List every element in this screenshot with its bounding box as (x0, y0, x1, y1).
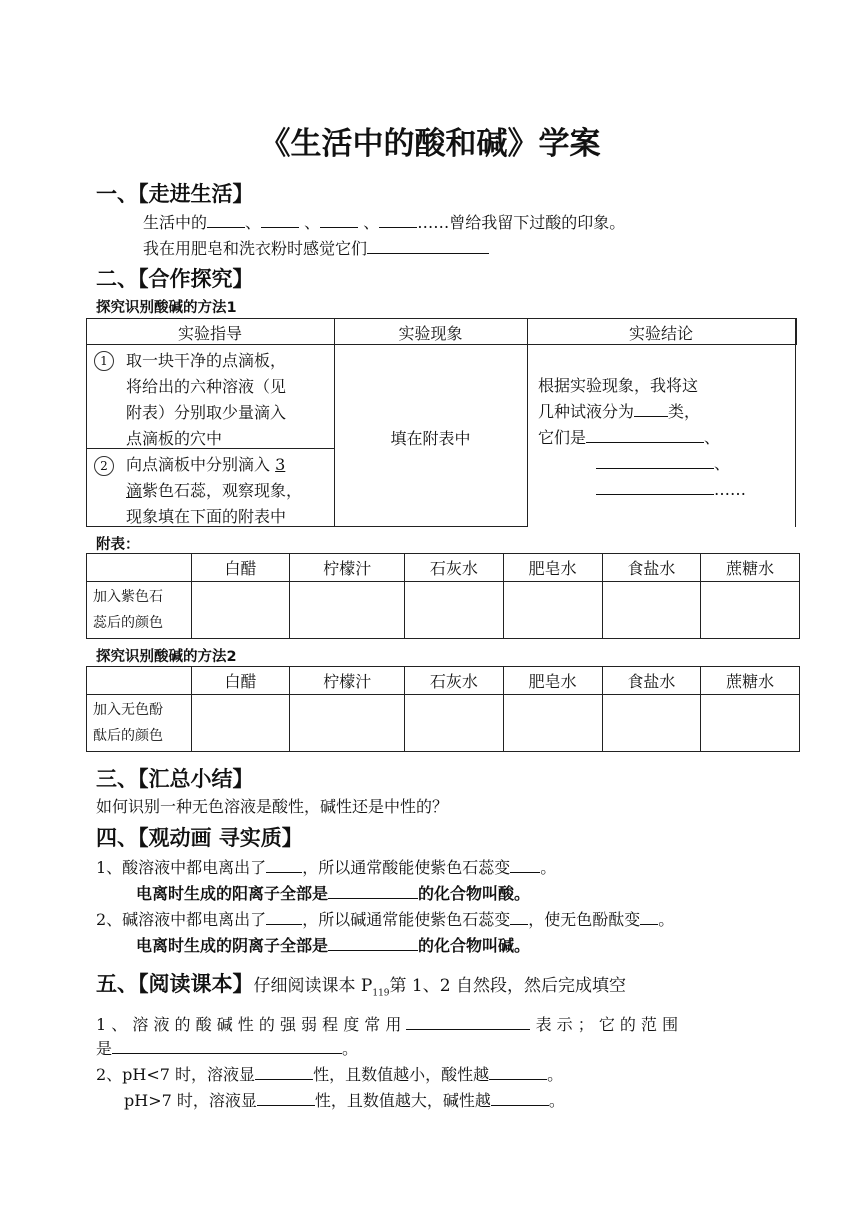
blank (320, 211, 358, 228)
blank (510, 856, 540, 873)
s5-text: 是 (96, 1039, 113, 1058)
answer-cell[interactable] (290, 695, 405, 752)
step-text-line (126, 452, 302, 478)
conclusion-text-part: 几种试液分为 (538, 402, 635, 421)
conclusion-line (538, 477, 746, 503)
blank (634, 400, 668, 417)
row-label-line: 加入无色酚 (93, 702, 163, 718)
blank (367, 237, 489, 254)
step-text: 3 (275, 455, 286, 474)
step-2-text (126, 452, 302, 530)
table-header-cell: 肥皂水 (503, 554, 602, 582)
blank (640, 908, 658, 925)
step-text-line: 取一块干净的点滴板， (126, 351, 287, 370)
answer-cell[interactable] (191, 695, 290, 752)
row-label-line: 蕊后的颜色 (93, 615, 163, 631)
s5-intro (253, 976, 626, 999)
s1-text: 、 (304, 213, 321, 232)
section-3-heading: 三、【汇总小结】 (96, 767, 254, 791)
table-corner-cell (87, 554, 192, 582)
section-5-heading: 五、【阅读课本】 (96, 972, 254, 996)
table-row (87, 554, 800, 582)
blank (596, 452, 714, 469)
table-corner-cell (87, 667, 192, 695)
step-text: 紫色石蕊，观察现象， (142, 481, 303, 500)
step-text-line: 现象填在下面的附表中 (126, 507, 287, 526)
blank (328, 882, 418, 899)
step-text-line: 将给出的六种溶液（见 (126, 377, 287, 396)
s5-text: pH>7 时，溶液显 (124, 1091, 257, 1110)
section-2-heading: 二、【合作探究】 (96, 267, 254, 291)
table-header-cell: 石灰水 (405, 554, 504, 582)
s5-text: 仔细阅读课本 P (253, 976, 373, 996)
s1-line-1 (143, 210, 625, 233)
appendix-label: 附表： (96, 537, 140, 553)
conclusion-text-part: …… (714, 480, 746, 499)
table-header-cell: 食盐水 (602, 667, 701, 695)
answer-cell[interactable] (503, 695, 602, 752)
s1-text: ……曾给我留下过酸的印象。 (417, 213, 626, 232)
s1-text: 生活中的 (143, 213, 208, 232)
s3-question: 如何识别一种无色溶液是酸性，碱性还是中性的？ (96, 797, 449, 816)
col-header-guide: 实验指导 (177, 324, 242, 343)
row-label-cell (87, 695, 192, 752)
table-header-cell: 柠檬汁 (290, 667, 405, 695)
s1-line-2 (143, 236, 489, 259)
s5-text: 。 (342, 1039, 359, 1058)
s5-line-3 (96, 1062, 563, 1085)
s4-text: ，所以碱通常能使紫色石蕊变 (302, 910, 511, 929)
blank (489, 1063, 547, 1080)
table-header-cell: 食盐水 (602, 554, 701, 582)
blank (266, 908, 302, 925)
table-row (87, 582, 800, 639)
blank (510, 908, 528, 925)
blank (586, 426, 704, 443)
conclusion-text-part: 它们是 (538, 428, 587, 447)
row-label-line: 酞后的颜色 (93, 728, 163, 744)
answer-cell[interactable] (405, 695, 504, 752)
table-header-cell: 柠檬汁 (290, 554, 405, 582)
blank (255, 1063, 313, 1080)
method-2-label: 探究识别酸碱的方法2 (96, 649, 237, 665)
blank (257, 1089, 315, 1106)
step-text-line: 点滴板的穴中 (126, 429, 223, 448)
step-text: 向点滴板中分别滴入 (126, 455, 271, 474)
answer-cell[interactable] (602, 695, 701, 752)
answer-cell[interactable] (503, 582, 602, 639)
answer-cell[interactable] (701, 695, 800, 752)
col-header-conclusion: 实验结论 (628, 324, 693, 343)
answer-cell[interactable] (191, 582, 290, 639)
s4-text: 。 (540, 858, 557, 877)
s5-line-1 (96, 1012, 678, 1035)
s4-line-2 (136, 881, 530, 904)
answer-cell[interactable] (290, 582, 405, 639)
table-header-cell: 肥皂水 (503, 667, 602, 695)
phenomenon-text: 填在附表中 (390, 429, 471, 448)
s5-text: 性，且数值越小，酸性越 (313, 1065, 490, 1084)
phenolphthalein-table (86, 666, 800, 752)
s5-text: 第 1、2 自然段，然后完成填空 (389, 976, 626, 996)
page-title: 《生活中的酸和碱》学案 (259, 126, 601, 162)
section-1-heading: 一、【走进生活】 (96, 182, 254, 206)
conclusion-line (538, 399, 746, 425)
step-text-line (126, 478, 302, 504)
circle-number: 1 (94, 351, 114, 371)
answer-cell[interactable] (701, 582, 800, 639)
step-text-line: 附表）分别取少量滴入 (126, 403, 287, 422)
row-label-line: 加入紫色石 (93, 589, 163, 605)
table-row (87, 667, 800, 695)
blank (266, 856, 302, 873)
s4-text: 。 (658, 910, 675, 929)
circle-number: 2 (94, 456, 114, 476)
litmus-table (86, 553, 800, 639)
page-subscript: 119 (372, 988, 390, 999)
row-label-cell (87, 582, 192, 639)
s5-line-4 (124, 1088, 565, 1111)
s5-text: 2、pH<7 时，溶液显 (96, 1065, 256, 1084)
conclusion-text-part: 、 (704, 428, 721, 447)
table-row (87, 695, 800, 752)
blank (406, 1013, 530, 1030)
conclusion-line (538, 451, 746, 477)
conclusion-text-part: 、 (714, 454, 731, 473)
blank (328, 934, 418, 951)
table-header-cell: 石灰水 (405, 667, 504, 695)
s4-text: 1、酸溶液中都电离出了 (96, 858, 267, 877)
s4-text: 2、碱溶液中都电离出了 (96, 910, 267, 929)
section-5-header (96, 968, 626, 998)
s1-text: 、 (245, 213, 262, 232)
step-1-text (126, 348, 286, 452)
table-header-cell: 蔗糖水 (701, 667, 800, 695)
s4-text: 的化合物叫碱。 (418, 936, 531, 955)
table-header-cell: 白醋 (191, 667, 290, 695)
blank (207, 211, 245, 228)
blank (112, 1037, 342, 1054)
method-1-label: 探究识别酸碱的方法1 (96, 300, 237, 316)
s4-text: 电离时生成的阳离子全部是 (136, 884, 329, 903)
section-4-heading: 四、【观动画 寻实质】 (96, 826, 303, 850)
conclusion-text (538, 373, 746, 503)
s4-text: 电离时生成的阴离子全部是 (136, 936, 329, 955)
table-header-cell: 白醋 (191, 554, 290, 582)
conclusion-line (538, 425, 746, 451)
divider (86, 344, 795, 345)
s4-line-1 (96, 855, 556, 878)
answer-cell[interactable] (602, 582, 701, 639)
s5-text: 。 (547, 1065, 564, 1084)
s5-line-2 (96, 1036, 358, 1059)
s1-text: 、 (363, 213, 380, 232)
blank (379, 211, 417, 228)
divider (334, 318, 335, 526)
s4-text: ，使无色酚酞变 (528, 910, 641, 929)
col-header-phenomenon: 实验现象 (398, 324, 463, 343)
step-text: 滴 (126, 481, 143, 500)
conclusion-line: 根据实验现象，我将这 (538, 376, 699, 395)
s1-text: 我在用肥皂和洗衣粉时感觉它们 (143, 239, 368, 258)
s5-text: 性，且数值越大，碱性越 (314, 1091, 491, 1110)
divider (86, 318, 87, 526)
s5-text: 1 、 溶 液 的 酸 碱 性 的 强 弱 程 度 常 用 (96, 1015, 402, 1034)
answer-cell[interactable] (405, 582, 504, 639)
blank (596, 478, 714, 495)
s4-line-3 (96, 907, 674, 930)
experiment-table (86, 318, 796, 527)
blank (491, 1089, 549, 1106)
conclusion-text-part: 类， (668, 402, 701, 421)
blank (261, 211, 299, 228)
table-header-cell: 蔗糖水 (701, 554, 800, 582)
step-1-number (94, 350, 120, 371)
s4-line-4 (136, 933, 530, 956)
step-2-number (94, 455, 120, 476)
s4-text: 的化合物叫酸。 (418, 884, 531, 903)
divider (795, 318, 796, 527)
s5-text: 。 (548, 1091, 565, 1110)
s5-text: 表 示 ； 它 的 范 围 (535, 1015, 679, 1034)
s4-text: ，所以通常酸能使紫色石蕊变 (302, 858, 511, 877)
divider (527, 318, 528, 526)
